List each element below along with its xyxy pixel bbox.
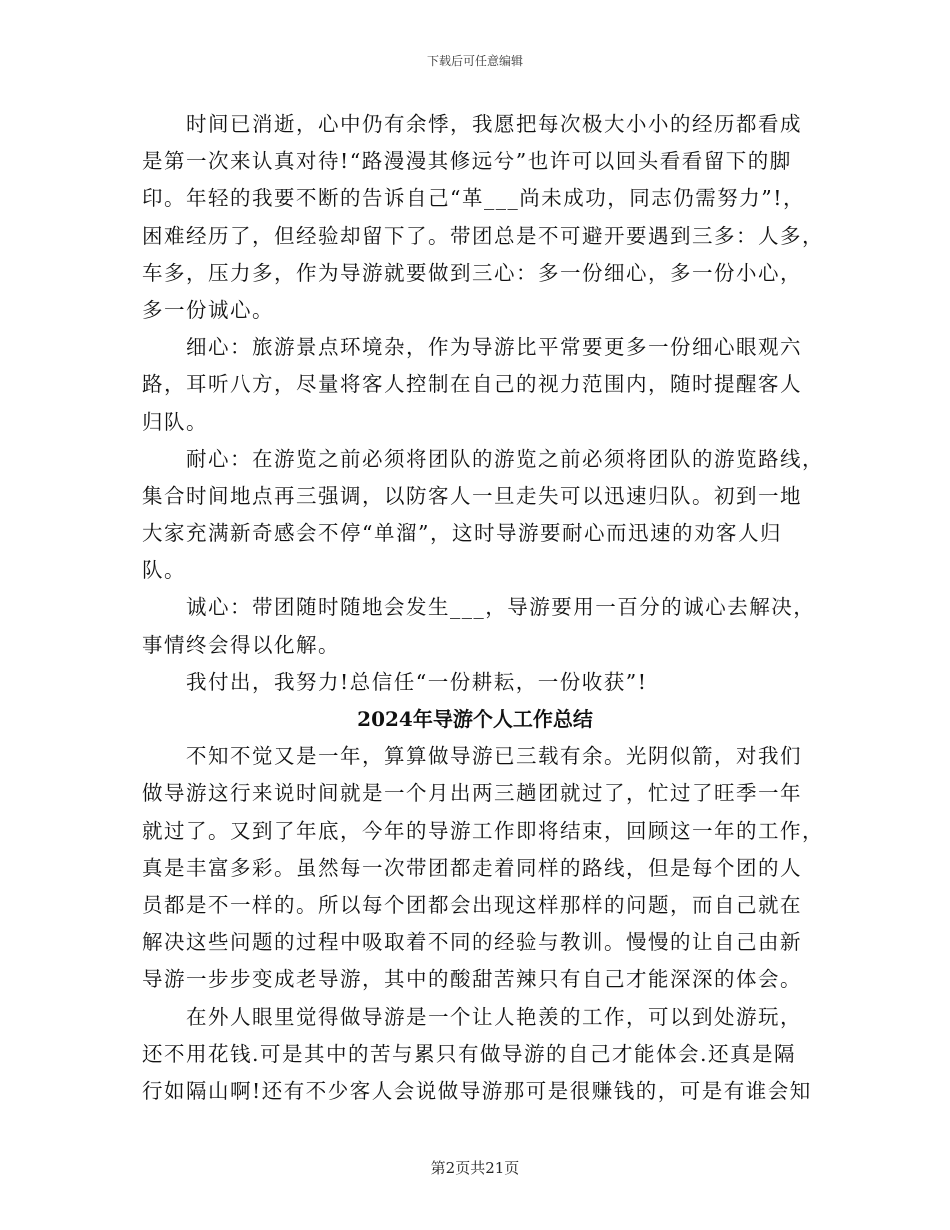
body-line: 困难经历了，但经验却留下了。带团总是不可避开要遇到三多：人多， xyxy=(142,223,824,248)
section-line: 不知不觉又是一年，算算做导游已三载有余。光阴似箭，对我们 xyxy=(142,744,802,769)
body-line: 时间已消逝，心中仍有余悸，我愿把每次极大小小的经历都看成 xyxy=(142,112,802,136)
body-line: 耐心：在游览之前必须将团队的游览之前必须将团队的游览路线， xyxy=(142,446,824,471)
body-line: 多一份诚心。 xyxy=(142,297,274,322)
section-line: 就过了。又到了年底，今年的导游工作即将结束，回顾这一年的工作， xyxy=(142,818,824,843)
section-line: 员都是不一样的。所以每个团都会出现这样那样的问题，而自己就在 xyxy=(142,892,802,917)
body-line: 归队。 xyxy=(142,409,208,434)
body-line: 路，耳听八方，尽量将客人控制在自己的视力范围内，随时提醒客人 xyxy=(142,372,802,397)
body-line: 是第一次来认真对待!“路漫漫其修远兮”也许可以回头看看留下的脚 xyxy=(142,149,792,174)
body-line: 细心：旅游景点环境杂，作为导游比平常要更多一份细心眼观六 xyxy=(142,335,802,360)
page-header-note: 下载后可任意编辑 xyxy=(426,54,523,68)
section-line: 导游一步步变成老导游，其中的酸甜苦辣只有自己才能深深的体会。 xyxy=(142,967,802,992)
body-line: 事情终会得以化解。 xyxy=(142,632,340,657)
body-line: 印。年轻的我要不断的告诉自己“革___尚未成功，同志仍需努力”!， xyxy=(142,186,805,211)
section-line: 在外人眼里觉得做导游是一个让人艳羡的工作，可以到处游玩， xyxy=(142,1004,802,1029)
section-title: 2024年导游个人工作总结 xyxy=(357,707,593,731)
section-line: 做导游这行来说时间就是一个月出两三趟团就过了，忙过了旺季一年 xyxy=(142,781,802,806)
body-line: 车多，压力多，作为导游就要做到三心：多一份细心，多一份小心， xyxy=(142,260,802,285)
section-line: 行如隔山啊!还有不少客人会说做导游那可是很赚钱的，可是有谁会知 xyxy=(142,1078,812,1103)
body-line: 诚心：带团随时随地会发生___，导游要用一百分的诚心去解决， xyxy=(142,595,816,620)
section-line: 真是丰富多彩。虽然每一次带团都走着同样的路线，但是每个团的人 xyxy=(142,855,802,880)
page-footer-number: 第2页共21页 xyxy=(430,1159,520,1177)
body-line: 队。 xyxy=(142,558,186,583)
document-body xyxy=(142,106,824,1110)
body-line: 我付出，我努力!总信任“一份耕耘，一份收获”! xyxy=(142,669,648,694)
section-line: 还不用花钱.可是其中的苦与累只有做导游的自己才能体会.还真是隔 xyxy=(142,1041,797,1066)
body-line: 集合时间地点再三强调，以防客人一旦走失可以迅速归队。初到一地 xyxy=(142,483,802,508)
section-line: 解决这些问题的过程中吸取着不同的经验与教训。慢慢的让自己由新 xyxy=(142,930,802,955)
body-line: 大家充满新奇感会不停“单溜”，这时导游要耐心而迅速的劝客人归 xyxy=(142,521,782,546)
